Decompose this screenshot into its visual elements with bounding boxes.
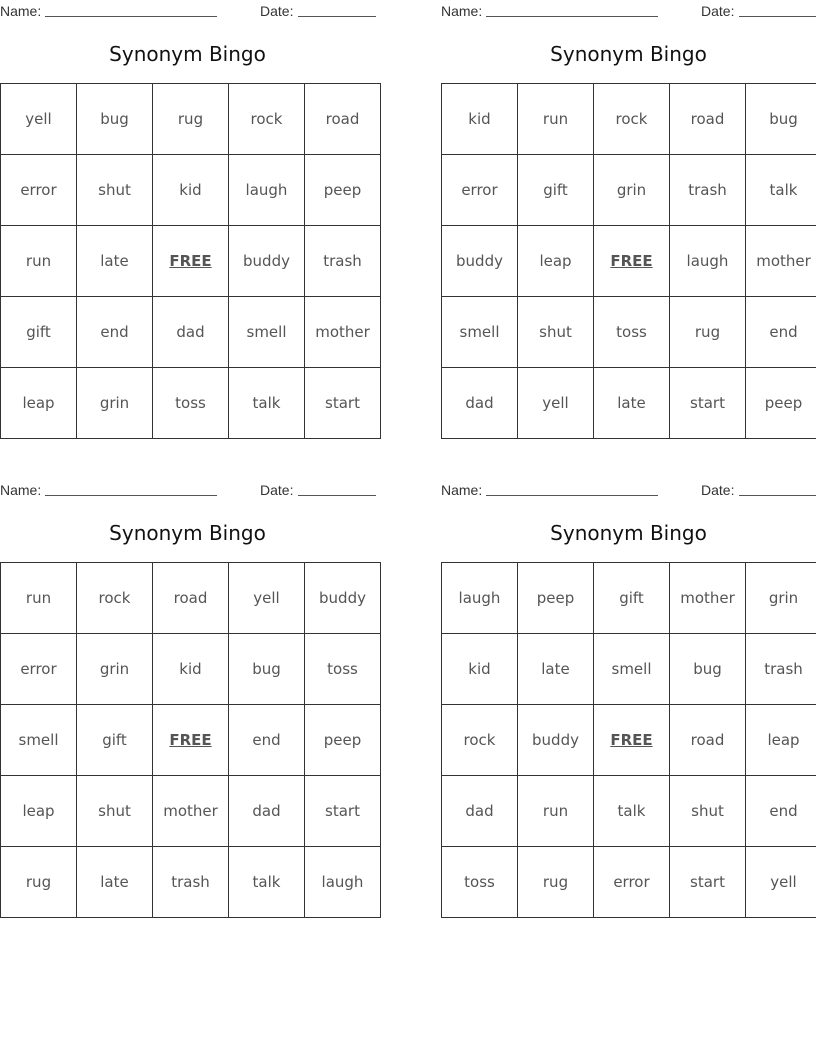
name-date-header (0, 482, 375, 498)
bingo-cell[interactable]: leap (746, 705, 816, 776)
date-label: Date: (260, 3, 294, 19)
bingo-cell[interactable]: rug (670, 297, 746, 368)
bingo-cell[interactable]: laugh (670, 226, 746, 297)
bingo-row (442, 776, 816, 847)
bingo-cell[interactable]: start (670, 368, 746, 439)
bingo-cell[interactable]: buddy (305, 563, 381, 634)
bingo-row (442, 705, 816, 776)
bingo-cell[interactable]: trash (746, 634, 816, 705)
bingo-cell[interactable]: gift (77, 705, 153, 776)
bingo-cell[interactable]: end (77, 297, 153, 368)
bingo-row (1, 226, 381, 297)
bingo-cell[interactable]: rock (442, 705, 518, 776)
free-space[interactable]: FREE (153, 705, 229, 776)
date-label: Date: (701, 3, 735, 19)
bingo-cell[interactable]: end (229, 705, 305, 776)
bingo-cell[interactable]: road (670, 705, 746, 776)
bingo-row (442, 84, 816, 155)
bingo-cell[interactable]: grin (77, 634, 153, 705)
bingo-cell[interactable]: dad (442, 368, 518, 439)
bingo-cell[interactable]: grin (77, 368, 153, 439)
bingo-cell[interactable]: rug (1, 847, 77, 918)
bingo-card (441, 479, 816, 891)
bingo-cell[interactable]: rock (229, 84, 305, 155)
free-space[interactable]: FREE (594, 226, 670, 297)
bingo-cell[interactable]: smell (1, 705, 77, 776)
bingo-cell[interactable]: toss (153, 368, 229, 439)
bingo-row (1, 563, 381, 634)
name-date-header (441, 482, 816, 498)
bingo-cell[interactable]: bug (670, 634, 746, 705)
bingo-cell[interactable]: yell (229, 563, 305, 634)
bingo-cell[interactable]: mother (153, 776, 229, 847)
bingo-cell[interactable]: laugh (442, 563, 518, 634)
name-label: Name: (0, 3, 42, 19)
bingo-cell[interactable]: late (77, 226, 153, 297)
bingo-cell[interactable]: grin (746, 563, 816, 634)
date-label: Date: (260, 482, 294, 498)
date-line[interactable] (298, 16, 376, 17)
bingo-cell[interactable]: gift (594, 563, 670, 634)
name-line[interactable] (45, 16, 217, 17)
name-line[interactable] (486, 495, 658, 496)
bingo-row (442, 847, 816, 918)
bingo-cell[interactable]: kid (442, 84, 518, 155)
bingo-grid (441, 83, 816, 439)
name-date-header (0, 3, 375, 19)
bingo-cell[interactable]: yell (1, 84, 77, 155)
bingo-cell[interactable]: mother (305, 297, 381, 368)
bingo-cell[interactable]: peep (518, 563, 594, 634)
bingo-row (1, 847, 381, 918)
bingo-card (0, 0, 375, 412)
bingo-row (1, 155, 381, 226)
bingo-cell[interactable]: trash (670, 155, 746, 226)
bingo-cell[interactable]: talk (594, 776, 670, 847)
bingo-cell[interactable]: smell (442, 297, 518, 368)
card-title: Synonym Bingo (550, 521, 707, 545)
bingo-row (442, 226, 816, 297)
bingo-cell[interactable]: end (746, 776, 816, 847)
bingo-cell[interactable]: late (518, 634, 594, 705)
bingo-cell[interactable]: rock (77, 563, 153, 634)
bingo-cell[interactable]: rock (594, 84, 670, 155)
bingo-cell[interactable]: grin (594, 155, 670, 226)
bingo-cell[interactable]: kid (442, 634, 518, 705)
bingo-cell[interactable]: bug (77, 84, 153, 155)
bingo-cell[interactable]: rug (518, 847, 594, 918)
bingo-cell[interactable]: road (670, 84, 746, 155)
bingo-cell[interactable]: shut (77, 776, 153, 847)
bingo-cell[interactable]: kid (153, 155, 229, 226)
bingo-cell[interactable]: late (77, 847, 153, 918)
bingo-cell[interactable]: gift (518, 155, 594, 226)
bingo-row (1, 776, 381, 847)
card-title: Synonym Bingo (550, 42, 707, 66)
date-line[interactable] (739, 495, 816, 496)
bingo-cell[interactable]: buddy (518, 705, 594, 776)
date-line[interactable] (298, 495, 376, 496)
bingo-cell[interactable]: smell (594, 634, 670, 705)
bingo-cell[interactable]: dad (153, 297, 229, 368)
bingo-row (1, 705, 381, 776)
bingo-grid (0, 83, 381, 439)
bingo-cell[interactable]: bug (746, 84, 816, 155)
bingo-cell[interactable]: run (1, 226, 77, 297)
bingo-cell[interactable]: error (442, 155, 518, 226)
bingo-card (0, 479, 375, 891)
bingo-cell[interactable]: buddy (442, 226, 518, 297)
bingo-cell[interactable]: toss (305, 634, 381, 705)
bingo-cell[interactable]: yell (518, 368, 594, 439)
bingo-cell[interactable]: end (746, 297, 816, 368)
name-label: Name: (0, 482, 42, 498)
card-title: Synonym Bingo (109, 521, 266, 545)
name-label: Name: (441, 482, 483, 498)
bingo-cell[interactable]: error (594, 847, 670, 918)
bingo-cell[interactable]: talk (229, 368, 305, 439)
bingo-cell[interactable]: yell (746, 847, 816, 918)
card-title: Synonym Bingo (109, 42, 266, 66)
bingo-cell[interactable]: peep (305, 705, 381, 776)
free-space[interactable]: FREE (153, 226, 229, 297)
bingo-cell[interactable]: talk (229, 847, 305, 918)
bingo-cell[interactable]: trash (305, 226, 381, 297)
date-line[interactable] (739, 16, 816, 17)
bingo-row (1, 368, 381, 439)
bingo-cell[interactable]: leap (518, 226, 594, 297)
bingo-cell[interactable]: shut (77, 155, 153, 226)
bingo-row (1, 297, 381, 368)
bingo-cell[interactable]: error (1, 634, 77, 705)
name-line[interactable] (486, 16, 658, 17)
bingo-cell[interactable]: leap (1, 368, 77, 439)
date-label: Date: (701, 482, 735, 498)
bingo-cell[interactable]: peep (305, 155, 381, 226)
name-line[interactable] (45, 495, 217, 496)
bingo-cell[interactable]: mother (670, 563, 746, 634)
bingo-cell[interactable]: talk (746, 155, 816, 226)
bingo-cell[interactable]: toss (594, 297, 670, 368)
bingo-cell[interactable]: peep (746, 368, 816, 439)
bingo-cell[interactable]: leap (1, 776, 77, 847)
free-space[interactable]: FREE (594, 705, 670, 776)
bingo-cell[interactable]: gift (1, 297, 77, 368)
bingo-cell[interactable]: start (305, 368, 381, 439)
bingo-row (1, 84, 381, 155)
bingo-cell[interactable]: dad (229, 776, 305, 847)
bingo-cell[interactable]: road (153, 563, 229, 634)
bingo-cell[interactable]: shut (670, 776, 746, 847)
bingo-grid (441, 562, 816, 918)
bingo-cell[interactable]: late (594, 368, 670, 439)
bingo-cell[interactable]: smell (229, 297, 305, 368)
bingo-cell[interactable]: rug (153, 84, 229, 155)
bingo-grid (0, 562, 381, 918)
bingo-row (442, 155, 816, 226)
bingo-row (442, 563, 816, 634)
bingo-cell[interactable]: bug (229, 634, 305, 705)
bingo-cell[interactable]: mother (746, 226, 816, 297)
bingo-row (442, 634, 816, 705)
bingo-cell[interactable]: laugh (229, 155, 305, 226)
bingo-cell[interactable]: road (305, 84, 381, 155)
bingo-cell[interactable]: shut (518, 297, 594, 368)
name-label: Name: (441, 3, 483, 19)
bingo-cell[interactable]: start (670, 847, 746, 918)
bingo-cell[interactable]: start (305, 776, 381, 847)
bingo-cell[interactable]: run (518, 776, 594, 847)
bingo-row (442, 368, 816, 439)
bingo-cell[interactable]: trash (153, 847, 229, 918)
bingo-cell[interactable]: error (1, 155, 77, 226)
name-date-header (441, 3, 816, 19)
bingo-cell[interactable]: dad (442, 776, 518, 847)
bingo-row (442, 297, 816, 368)
bingo-card (441, 0, 816, 412)
bingo-cell[interactable]: kid (153, 634, 229, 705)
bingo-cell[interactable]: toss (442, 847, 518, 918)
bingo-cell[interactable]: buddy (229, 226, 305, 297)
bingo-row (1, 634, 381, 705)
bingo-cell[interactable]: run (1, 563, 77, 634)
bingo-cell[interactable]: run (518, 84, 594, 155)
bingo-cell[interactable]: laugh (305, 847, 381, 918)
